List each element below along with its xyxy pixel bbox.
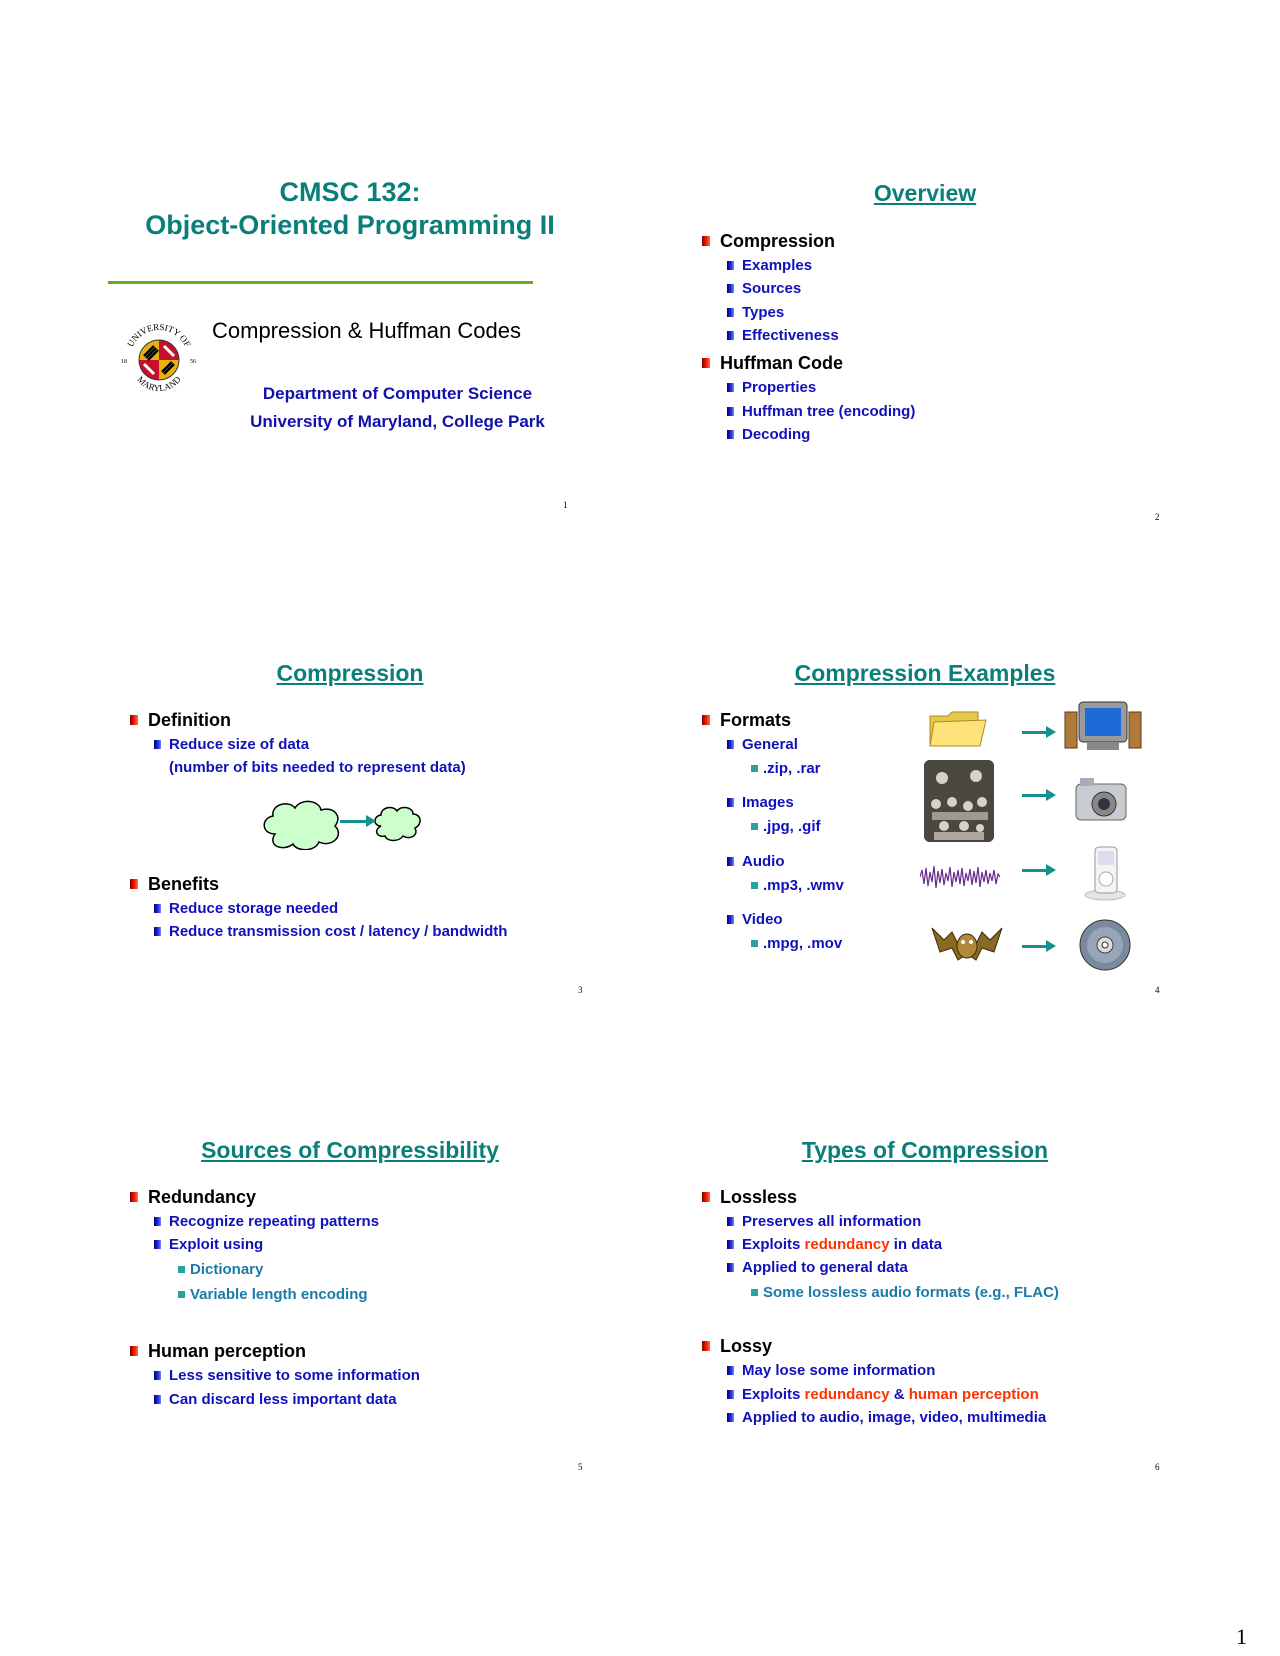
slide2-title: Overview: [873, 180, 977, 206]
list-subitem: Audio: [742, 853, 785, 870]
list-subitem: Applied to audio, image, video, multimedia: [742, 1409, 1047, 1426]
svg-text:18: 18: [121, 359, 127, 365]
slide1-subtitle: Compression & Huffman Codes: [212, 318, 521, 343]
title-line-2: Object-Oriented Programming II: [145, 210, 555, 240]
page-number: 6: [1155, 1462, 1160, 1472]
list-subitem: Reduce storage needed: [169, 900, 339, 917]
list-subsubitem: .zip, .rar: [763, 760, 821, 777]
text-segment: Exploits: [742, 1236, 805, 1253]
list-subitem-continuation: (number of bits needed to represent data): [169, 759, 466, 776]
text-segment: &: [889, 1386, 909, 1403]
list-subitem: Applied to general data: [742, 1259, 908, 1276]
list-subsubitem: .mpg, .mov: [763, 935, 843, 952]
page-number: 4: [1155, 985, 1160, 995]
list-item: Definition: [148, 710, 231, 730]
list-item: Lossy: [720, 1336, 773, 1356]
svg-text:UNIVERSITY OF: UNIVERSITY OF: [125, 321, 193, 349]
highlight-redundancy: redundancy: [804, 1236, 890, 1253]
title-rule: [108, 281, 533, 284]
camera-icon: [1074, 774, 1128, 826]
bat-creature-image: [930, 922, 1004, 966]
cloud-illustration: [255, 790, 435, 850]
list-subsubitem: Some lossless audio formats (e.g., FLAC): [763, 1284, 1059, 1301]
page-number: 5: [578, 1462, 583, 1472]
list-subitem: Preserves all information: [742, 1213, 922, 1230]
list-subitem: Huffman tree (encoding): [742, 403, 916, 420]
slide1-title: [110, 176, 590, 242]
slide5-title: Sources of Compressibility: [201, 1137, 499, 1163]
list-item: Benefits: [148, 874, 220, 894]
page-number: 3: [578, 985, 583, 995]
slide1-dept: Department of Computer Science: [262, 384, 533, 403]
list-subitem: Recognize repeating patterns: [169, 1213, 380, 1230]
list-subitem: Sources: [742, 280, 802, 297]
svg-text:56: 56: [190, 359, 196, 365]
list-subitem: General: [742, 736, 798, 753]
svg-text:MARYLAND: MARYLAND: [135, 374, 183, 394]
list-subitem: Reduce transmission cost / latency / bandwidth: [169, 923, 508, 940]
page-number: 2: [1155, 512, 1160, 522]
slide6-title: Types of Compression: [801, 1137, 1049, 1163]
audio-waveform-image: [920, 860, 1000, 894]
slide4-title: Compression Examples: [794, 660, 1056, 686]
highlight-redundancy: redundancy: [804, 1386, 890, 1403]
slide3-title: Compression: [276, 660, 424, 686]
list-subitem: Video: [742, 911, 783, 928]
list-subsubitem: Variable length encoding: [190, 1286, 368, 1303]
text-segment: in data: [889, 1236, 943, 1253]
sheet-page-number: 1: [1236, 1624, 1247, 1649]
list-subitem: Properties: [742, 379, 817, 396]
highlight-human-perception: human perception: [908, 1386, 1039, 1403]
media-player-icon: [1083, 845, 1127, 901]
family-photo-image: [924, 760, 994, 842]
disc-icon: [1078, 918, 1132, 972]
computer-icon: [1063, 700, 1143, 752]
list-subitem: Less sensitive to some information: [169, 1367, 420, 1384]
university-seal: [118, 318, 200, 400]
list-item: Huffman Code: [720, 353, 843, 373]
page-number: 1: [563, 500, 568, 510]
list-subitem: Types: [742, 304, 785, 321]
folder-icon: [928, 708, 988, 748]
list-subsubitem: Dictionary: [190, 1261, 264, 1278]
list-subitem: [742, 1236, 942, 1253]
text-segment: Exploits: [742, 1386, 805, 1403]
list-item: Lossless: [720, 1187, 798, 1207]
list-subitem: Exploit using: [169, 1236, 264, 1253]
list-subsubitem: .mp3, .wmv: [763, 877, 844, 894]
list-subitem: May lose some information: [742, 1362, 936, 1379]
list-subsubitem: .jpg, .gif: [763, 818, 821, 835]
list-subitem: Decoding: [742, 426, 811, 443]
list-subitem: Reduce size of data: [169, 736, 310, 753]
list-subitem: [742, 1386, 1039, 1403]
list-subitem: Can discard less important data: [169, 1391, 397, 1408]
list-subitem: Examples: [742, 257, 813, 274]
list-subitem: Images: [742, 794, 794, 811]
list-item: Human perception: [148, 1341, 307, 1361]
list-subitem: Effectiveness: [742, 327, 839, 344]
list-item: Formats: [720, 710, 792, 730]
list-item: Compression: [720, 231, 836, 251]
list-item: Redundancy: [148, 1187, 257, 1207]
title-line-1: CMSC 132:: [279, 177, 421, 207]
slide1-university: University of Maryland, College Park: [250, 412, 545, 431]
